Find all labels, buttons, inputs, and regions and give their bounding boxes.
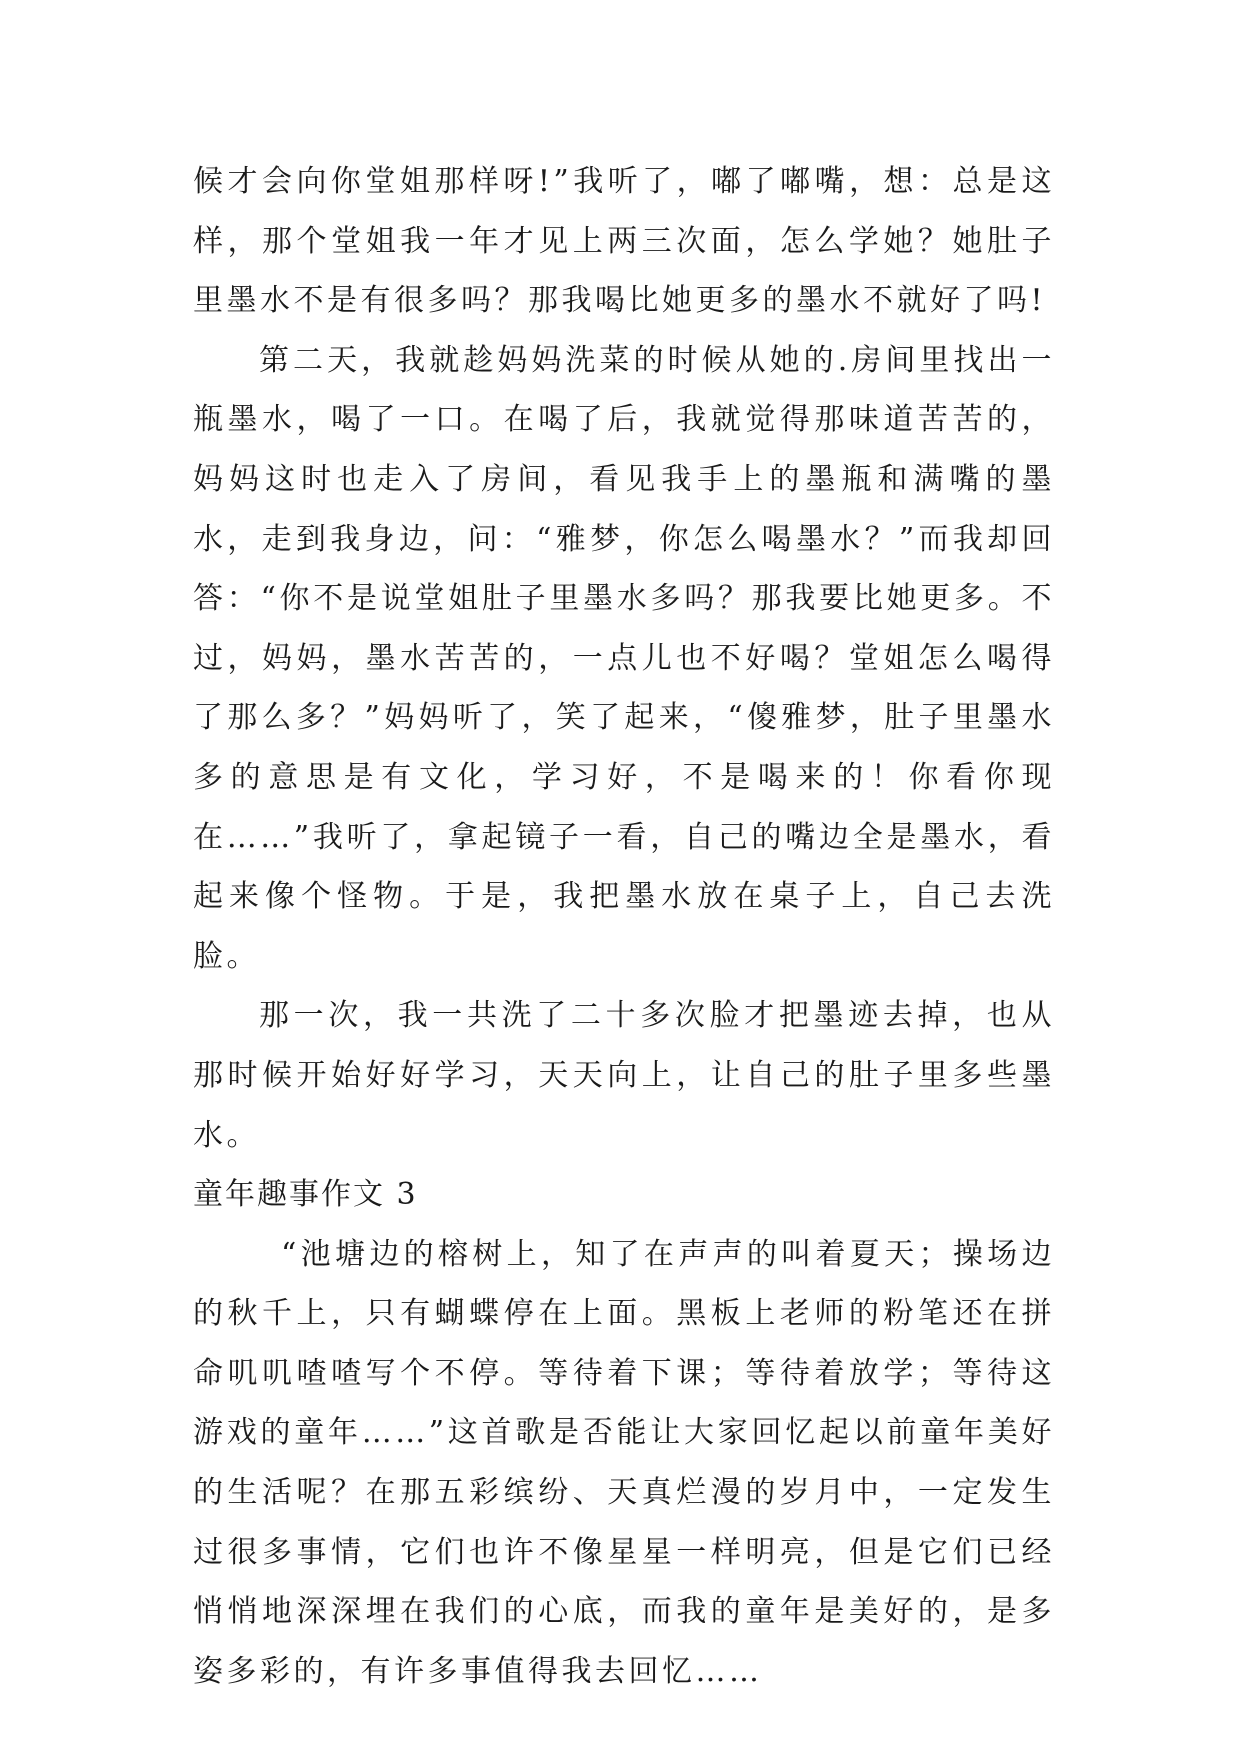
paragraph-song: “池塘边的榕树上，知了在声声的叫着夏天；操场边的秋千上，只有蝴蝶停在上面。黑板上老师的粉笔还在拼命叽叽喳喳写个不停。等待着下课；等待着放学；等待这游戏的童年……”这首歌是否能让大家回忆起以前童年美好的生活呢？在那五彩缤纷、天真烂漫的岁月中，一定发生过很多事情，它们也许不像星星一样明亮，但是它们已经悄悄地深深埋在我们的心底，而我的童年是美好的，是多姿多彩的，有许多事值得我去回忆…… (193, 1236, 1055, 1689)
paragraph-that-time: 那一次，我一共洗了二十多次脸才把墨迹去掉，也从那时候开始好好学习，天天向上，让自己的肚子里多些墨水。 (193, 998, 1055, 1153)
paragraph-second-day: 第二天，我就趁妈妈洗菜的时候从她的.房间里找出一瓶墨水，喝了一口。在喝了后，我就觉得那味道苦苦的，妈妈这时也走入了房间，看见我手上的墨瓶和满嘴的墨水，走到我身边，问：“雅梦，你怎么喝墨水？”而我却回答：“你不是说堂姐肚子里墨水多吗？那我要比她更多。不过，妈妈，墨水苦苦的，一点儿也不好喝？堂姐怎么喝得了那么多？”妈妈听了，笑了起来，“傻雅梦，肚子里墨水多的意思是有文化，学习好，不是喝来的！你看你现在……”我听了，拿起镜子一看，自己的嘴边全是墨水，看起来像个怪物。于是，我把墨水放在桌子上，自己去洗脸。 (193, 342, 1055, 974)
section-heading: 童年趣事作文 3 (193, 1177, 418, 1213)
paragraph-continued: 候才会向你堂姐那样呀!”我听了，嘟了嘟嘴，想：总是这样，那个堂姐我一年才见上两三次面，怎么学她？她肚子里墨水不是有很多吗？那我喝比她更多的墨水不就好了吗! (193, 164, 1055, 319)
document-body (193, 152, 1055, 1701)
